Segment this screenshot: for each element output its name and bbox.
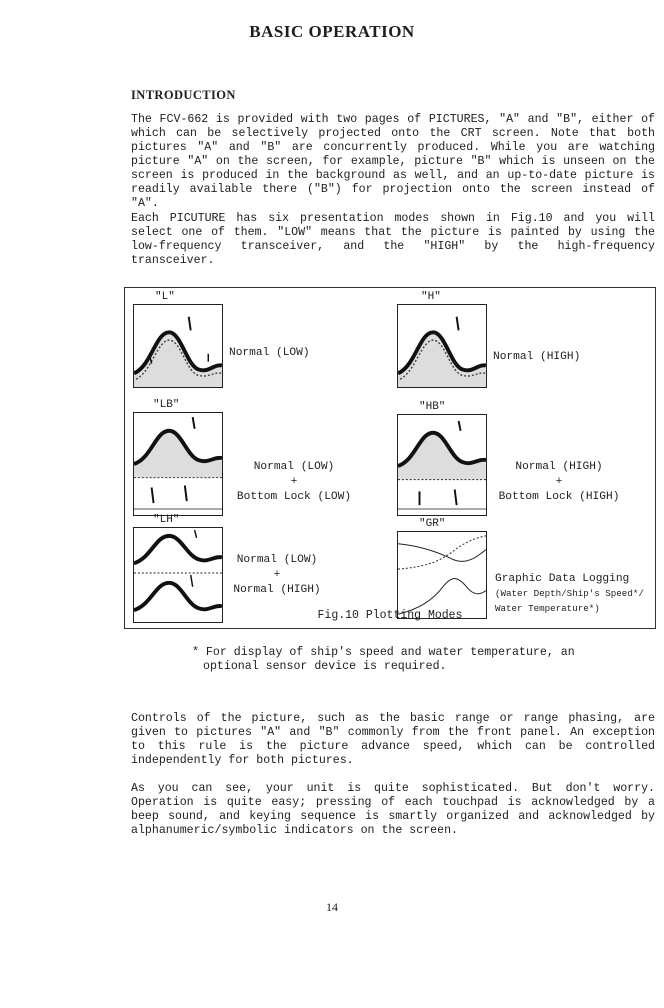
mode-tag-lh: "LH" xyxy=(153,514,180,526)
mode-desc-l: Normal (LOW) xyxy=(229,347,310,359)
figure-caption: Fig.10 Plotting Modes xyxy=(317,609,463,622)
paragraph-4: As you can see, your unit is quite sophisticated. But don't worry. Operation is quite easy; pressing of each touchpad is acknowledged by a beep sound, and keying sequence is smartly organized and acknowledged by alphanumeric/symbolic indicators on the screen. xyxy=(131,782,655,837)
mode-desc-hb-plus: + xyxy=(555,476,563,488)
mode-desc-lh-line1: Normal (LOW) xyxy=(236,554,318,566)
echo-trace-lh-icon xyxy=(134,528,222,622)
paragraph-1: The FCV-662 is provided with two pages of PICTURES, "A" and "B", either of which can be selectively projected onto the CRT screen. Note that both pictures "A" and "B" are concurrently produced. While you are watching picture "A" on the screen, for example, picture "B" which is unseen on the screen is produced in the background as well, and an up-to-date picture is readily available there ("B") for projection onto the screen instead of "A". xyxy=(131,113,655,210)
mode-desc-lb xyxy=(229,460,359,505)
paragraph-3: Controls of the picture, such as the basic range or range phasing, are given to pictures "A" and "B" commonly from the front panel. An exception to this rule is the picture advance speed, which can be controlled independently for both pictures. xyxy=(131,712,655,767)
plotting-modes-figure xyxy=(124,287,656,629)
mode-tag-h: "H" xyxy=(421,291,441,303)
mode-desc-hb xyxy=(491,460,627,505)
mode-desc-lh xyxy=(229,553,325,598)
echo-trace-l-icon xyxy=(134,305,222,387)
paragraph-2: Each PICUTURE has six presentation modes shown in Fig.10 and you will select one of them. "LOW" means that the picture is painted by using the low-frequency transceiver, and the "HIGH" by the high-frequency transceiver. xyxy=(131,212,655,267)
mode-desc-lh-plus: + xyxy=(273,569,281,581)
mode-desc-h: Normal (HIGH) xyxy=(493,351,581,363)
mode-desc-lh-line2: Normal (HIGH) xyxy=(233,584,321,596)
mode-tag-gr: "GR" xyxy=(419,518,446,530)
page-title: BASIC OPERATION xyxy=(249,22,415,41)
mode-desc-lb-plus: + xyxy=(290,476,298,488)
mode-desc-lb-line1: Normal (LOW) xyxy=(253,461,335,473)
mode-desc-hb-line1: Normal (HIGH) xyxy=(515,461,603,473)
echo-trace-lb-icon xyxy=(134,413,222,515)
mode-desc-lb-line2: Bottom Lock (LOW) xyxy=(236,491,352,503)
scope-hb xyxy=(397,414,487,516)
mode-tag-lb: "LB" xyxy=(153,399,180,411)
scope-lb xyxy=(133,412,223,516)
scope-h xyxy=(397,304,487,388)
scope-gr xyxy=(397,531,487,619)
echo-trace-hb-icon xyxy=(398,415,486,515)
data-logging-graph-icon xyxy=(398,532,486,618)
echo-trace-h-icon xyxy=(398,305,486,387)
mode-desc-hb-line2: Bottom Lock (HIGH) xyxy=(498,491,620,503)
mode-desc-gr-line2: (Water Depth/Ship's Speed*/ xyxy=(495,588,644,599)
mode-desc-gr-line1: Graphic Data Logging xyxy=(495,573,630,585)
scope-l xyxy=(133,304,223,388)
mode-tag-l: "L" xyxy=(155,291,175,303)
section-heading: INTRODUCTION xyxy=(131,88,236,102)
mode-tag-hb: "HB" xyxy=(419,401,446,413)
page-number: 14 xyxy=(326,900,338,914)
footnote: * For display of ship's speed and water temperature, an optional sensor device is required. xyxy=(192,646,575,673)
mode-desc-gr-line3: Water Temperature*) xyxy=(495,603,600,614)
